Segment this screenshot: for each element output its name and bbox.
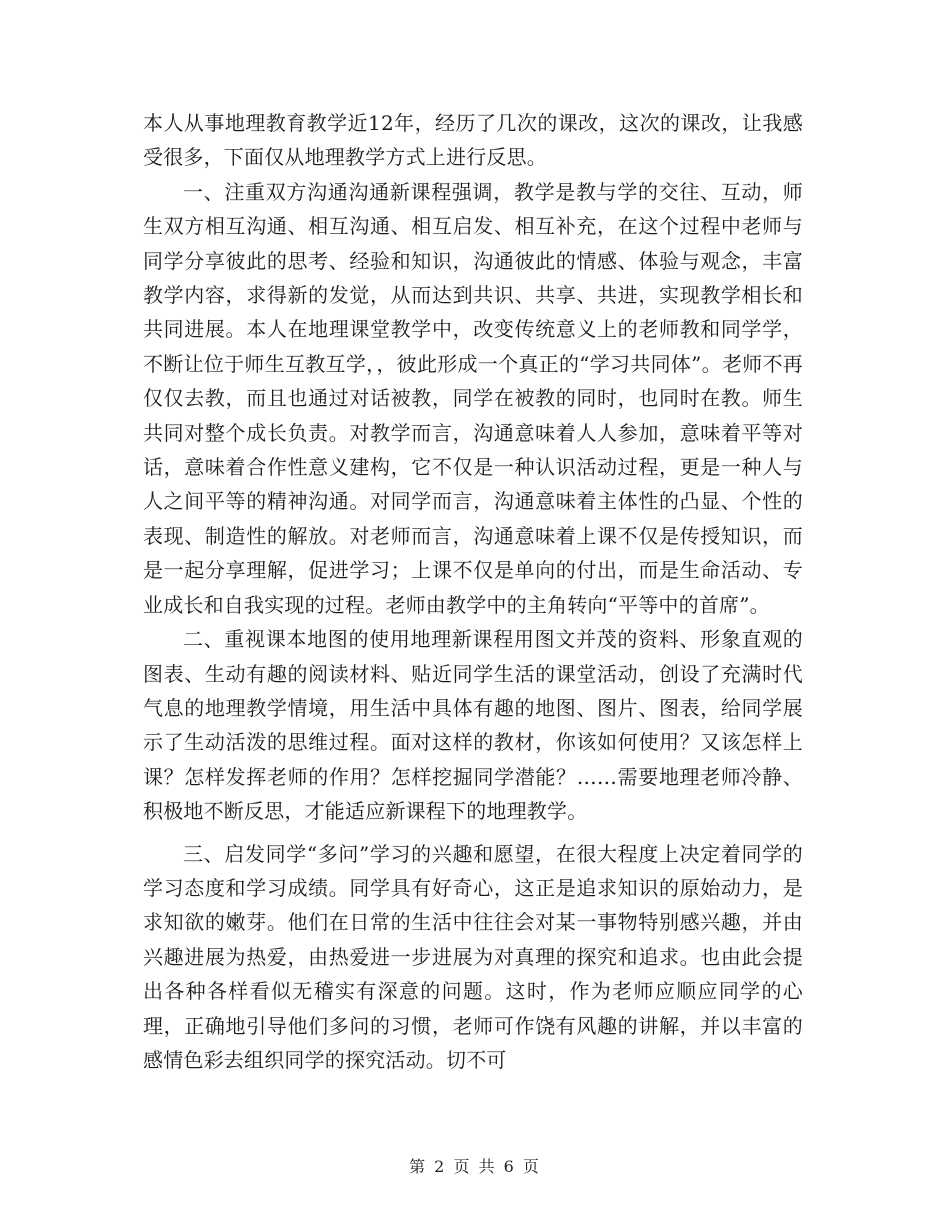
paragraph-section-1: 一、注重双方沟通沟通新课程强调，教学是教与学的交往、互动，师生双方相互沟通、相互沟通、相互启发、相互补充，在这个过程中老师与同学分享彼此的思考、经验和知识，沟通彼此的情感、体验与观念，丰富教学内容，求得新的发觉，从而达到共识、共享、共进，实现教学相长和共同进展。本人在地理课堂教学中，改变传统意义上的老师教和同学学，不断让位于师生互教互学，，彼此形成一个真正的“学习共同体”。老师不再仅仅去教，而且也通过对话被教，同学在被教的同时，也同时在教。师生共同对整个成长负责。对教学而言，沟通意味着人人参加，意味着平等对话，意味着合作性意义建构，它不仅是一种认识活动过程，更是一种人与人之间平等的精神沟通。对同学而言，沟通意味着主体性的凸显、个性的表现、制造性的解放。对老师而言，沟通意味着上课不仅是传授知识，而是一起分享理解，促进学习；上课不仅是单向的付出，而是生命活动、专业成长和自我实现的过程。老师由教学中的主角转向“平等中的首席”。 (143, 179, 803, 617)
page-number: 第 2 页 共 6 页 (409, 1157, 541, 1176)
paragraph-section-3: 三、启发同学“多问”学习的兴趣和愿望，在很大程度上决定着同学的学习态度和学习成绩。同学具有好奇心，这正是追求知识的原始动力，是求知欲的嫩芽。他们在日常的生活中往往会对某一事物特别感兴趣，并由兴趣进展为热爱，由热爱进一步进展为对真理的探究和追求。也由此会提出各种各样看似无稽实有深意的问题。这时，作为老师应顺应同学的心理，正确地引导他们多问的习惯，老师可作饶有风趣的讲解，并以丰富的感情色彩去组织同学的探究活动。切不可 (143, 841, 803, 1072)
paragraph-intro: 本人从事地理教育教学近12年，经历了几次的课改，这次的课改，让我感受很多，下面仅从地理教学方式上进行反思。 (143, 111, 803, 170)
paragraph-section-2: 二、重视课本地图的使用地理新课程用图文并茂的资料、形象直观的图表、生动有趣的阅读材料、贴近同学生活的课堂活动，创设了充满时代气息的地理教学情境，用生活中具体有趣的地图、图片、图表，给同学展示了生动活泼的思维过程。面对这样的教材，你该如何使用？又该怎样上课？怎样发挥老师的作用？怎样挖掘同学潜能？……需要地理老师冷静、积极地不断反思，才能适应新课程下的地理教学。 (143, 627, 803, 824)
document-body (143, 106, 803, 1077)
